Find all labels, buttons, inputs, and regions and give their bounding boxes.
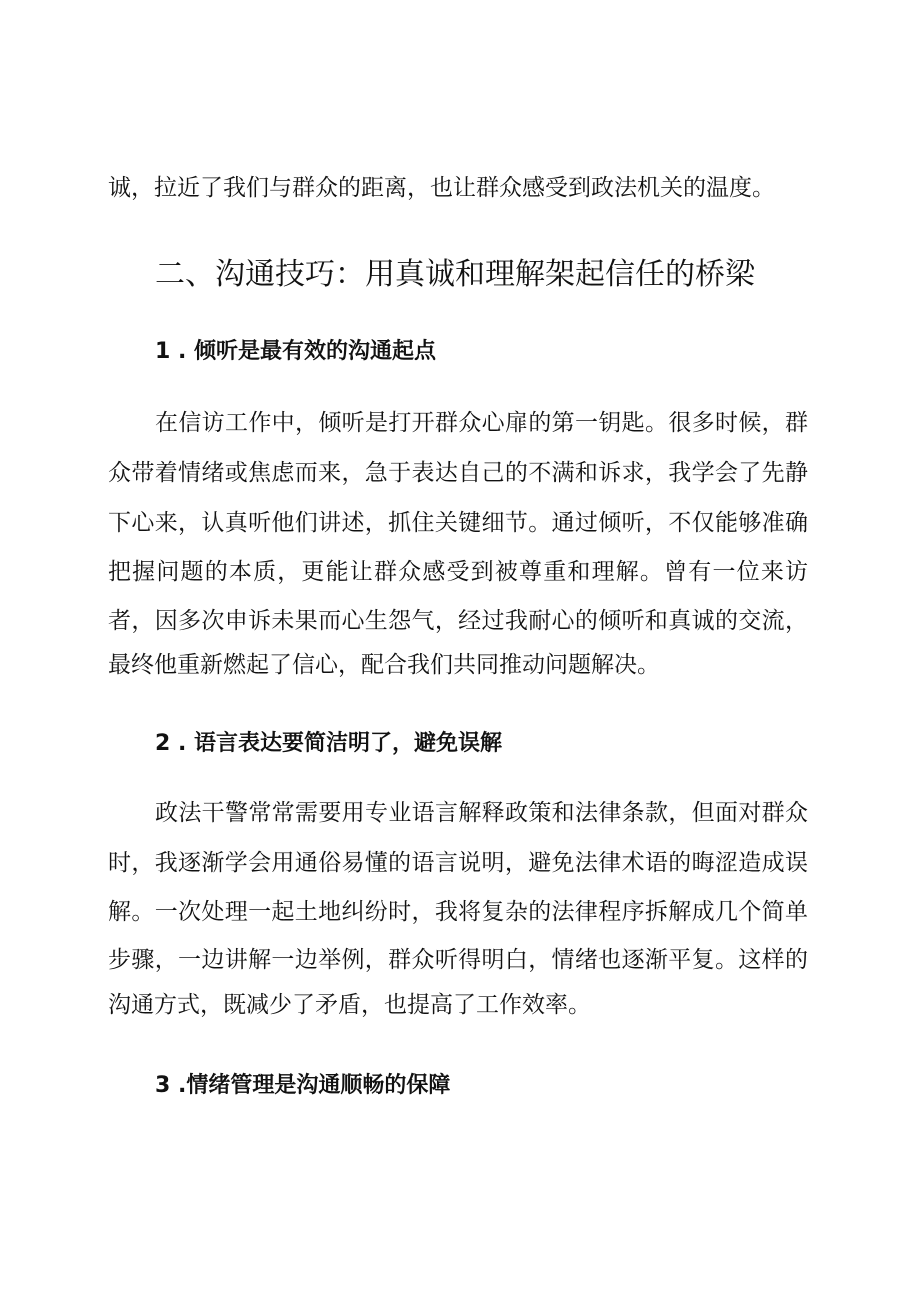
paragraph-2-line-4: 步骤，一边讲解一边举例，群众听得明白，情绪也逐渐平复。这样的: [108, 947, 808, 973]
paragraph-1-line-4: 把握问题的本质，更能让群众感受到被尊重和理解。曾有一位来访: [108, 559, 808, 585]
paragraph-1-line-6: 最终他重新燃起了信心，配合我们共同推动问题解决。: [108, 652, 660, 678]
paragraph-2-line-2: 时，我逐渐学会用通俗易懂的语言说明，避免法律术语的晦涩造成误: [108, 850, 808, 876]
paragraph-2-line-5: 沟通方式，既减少了矛盾，也提高了工作效率。: [108, 992, 591, 1018]
subsection-heading-3: 3 .情绪管理是沟通顺畅的保障: [155, 1073, 451, 1098]
section-heading: 二、沟通技巧：用真诚和理解架起信任的桥梁: [155, 257, 755, 292]
paragraph-1-line-1: 在信访工作中，倾听是打开群众心扉的第一钥匙。很多时候，群: [155, 410, 808, 436]
paragraph-2-line-3: 解。一次处理一起土地纠纷时，我将复杂的法律程序拆解成几个简单: [108, 899, 808, 925]
intro-paragraph-line: 诚，拉近了我们与群众的距离，也让群众感受到政法机关的温度。: [108, 175, 775, 201]
paragraph-1-line-5: 者，因多次申诉未果而心生怨气，经过我耐心的倾听和真诚的交流，: [108, 608, 808, 634]
paragraph-1-line-2: 众带着情绪或焦虑而来，急于表达自己的不满和诉求，我学会了先静: [108, 460, 808, 486]
subsection-heading-1: 1 . 倾听是最有效的沟通起点: [155, 339, 436, 364]
subsection-heading-2: 2 . 语言表达要简洁明了，避免误解: [155, 731, 502, 756]
paragraph-2-line-1: 政法干警常常需要用专业语言解释政策和法律条款，但面对群众: [155, 800, 808, 826]
paragraph-1-line-3: 下心来，认真听他们讲述，抓住关键细节。通过倾听，不仅能够准确: [108, 510, 808, 536]
